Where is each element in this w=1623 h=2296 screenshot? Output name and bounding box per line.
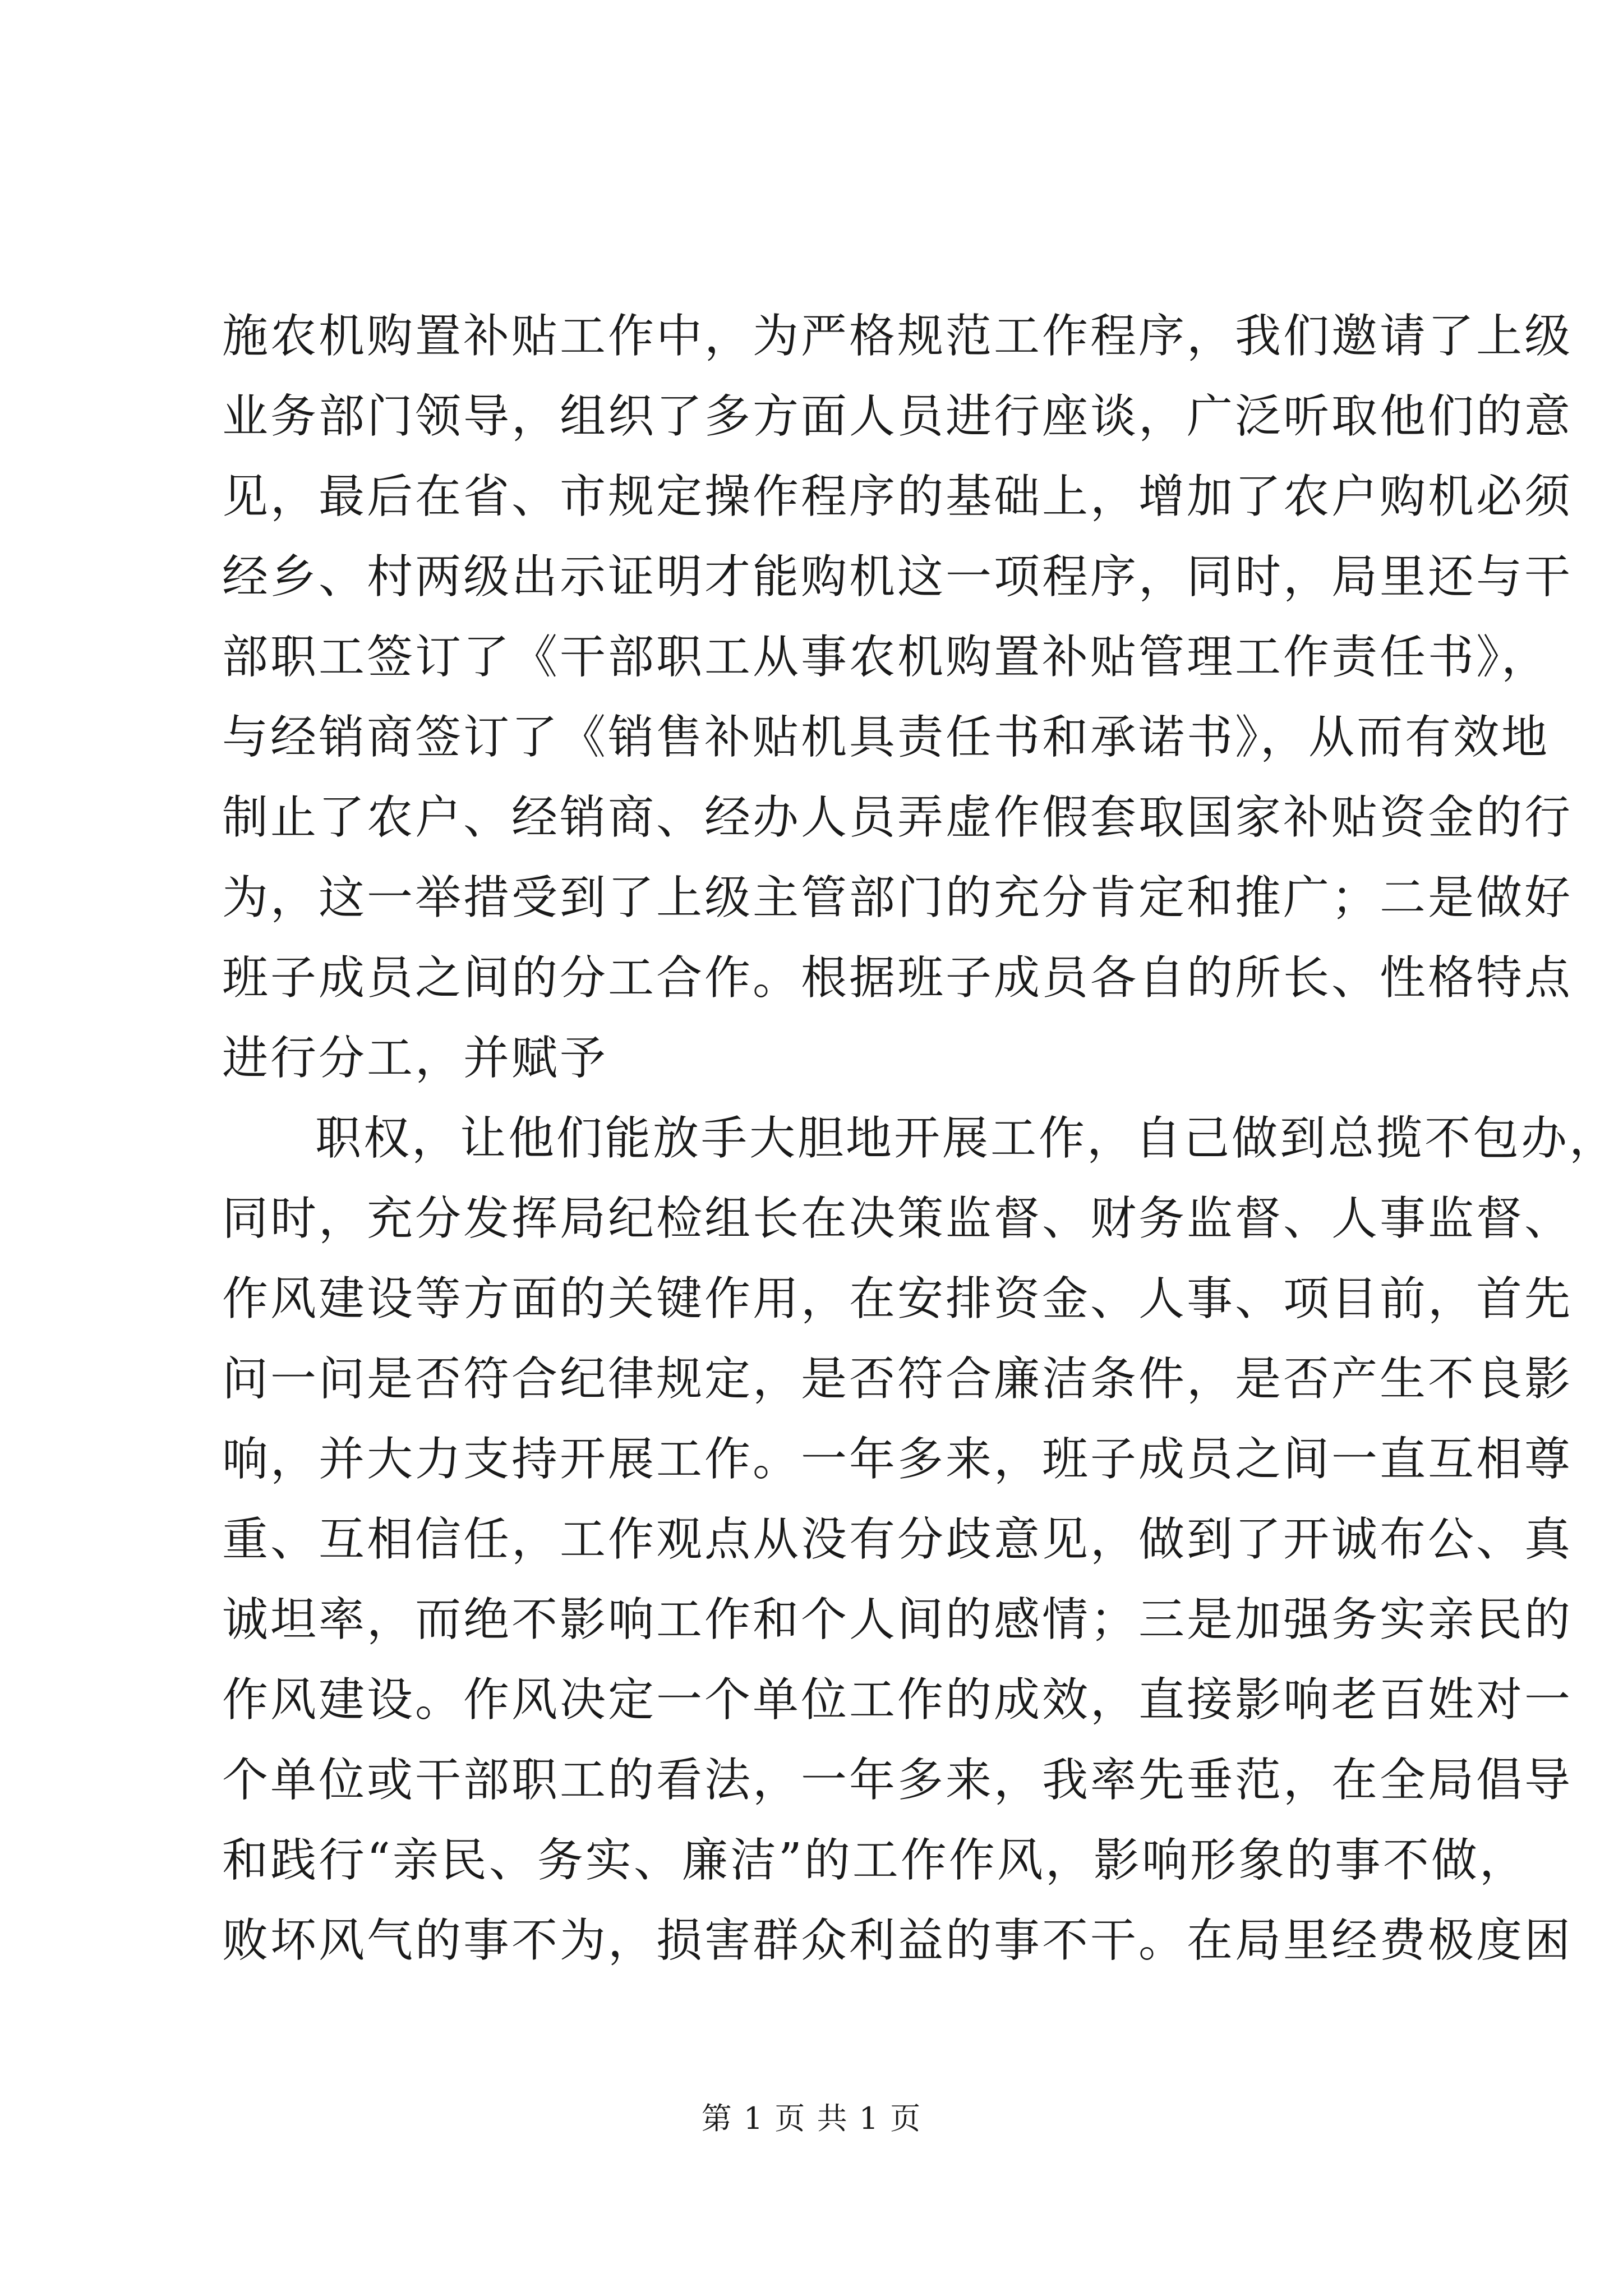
- text-line: 业务部门领导，组织了多方面人员进行座谈，广泛听取他们的意: [222, 390, 1573, 443]
- text-line: 进行分工，并赋予: [222, 1032, 608, 1085]
- text-line: 经乡、村两级出示证明才能购机这一项程序，同时，局里还与干: [222, 550, 1573, 604]
- body-text: [222, 296, 1618, 1981]
- page-number-footer: 第 1 页 共 1 页: [701, 2101, 922, 2136]
- text-line: 响，并大力支持开展工作。一年多来，班子成员之间一直互相尊: [222, 1433, 1573, 1486]
- text-line: 问一问是否符合纪律规定，是否符合廉洁条件，是否产生不良影: [222, 1352, 1573, 1406]
- text-line: 作风建设等方面的关键作用，在安排资金、人事、项目前，首先: [222, 1272, 1573, 1326]
- text-line: 制止了农户、经销商、经办人员弄虚作假套取国家补贴资金的行: [222, 791, 1573, 844]
- text-line: 作风建设。作风决定一个单位工作的成效，直接影响老百姓对一: [222, 1673, 1573, 1727]
- text-line: 为，这一举措受到了上级主管部门的充分肯定和推广；二是做好: [222, 871, 1573, 924]
- text-line: 见，最后在省、市规定操作程序的基础上，增加了农户购机必须: [222, 470, 1573, 523]
- text-line: 班子成员之间的分工合作。根据班子成员各自的所长、性格特点: [222, 951, 1573, 1005]
- paragraph-start-line: 职权，让他们能放手大胆地开展工作，自己做到总揽不包办，: [315, 1112, 1618, 1165]
- text-line: 和践行“亲民、务实、廉洁”的工作作风，影响形象的事不做，: [222, 1834, 1528, 1887]
- text-line: 重、互相信任，工作观点从没有分歧意见，做到了开诚布公、真: [222, 1513, 1573, 1566]
- text-line: 部职工签订了《干部职工从事农机购置补贴管理工作责任书》，: [222, 631, 1550, 684]
- text-line: 同时，充分发挥局纪检组长在决策监督、财务监督、人事监督、: [222, 1192, 1573, 1245]
- text-line: 个单位或干部职工的看法，一年多来，我率先垂范，在全局倡导: [222, 1754, 1573, 1807]
- text-line: 施农机购置补贴工作中，为严格规范工作程序，我们邀请了上级: [222, 310, 1573, 363]
- text-line: 与经销商签订了《销售补贴机具责任书和承诺书》，从而有效地: [222, 711, 1550, 764]
- text-line: 诚坦率，而绝不影响工作和个人间的感情；三是加强务实亲民的: [222, 1593, 1573, 1646]
- text-line: 败坏风气的事不为，损害群众利益的事不干。在局里经费极度困: [222, 1914, 1573, 1967]
